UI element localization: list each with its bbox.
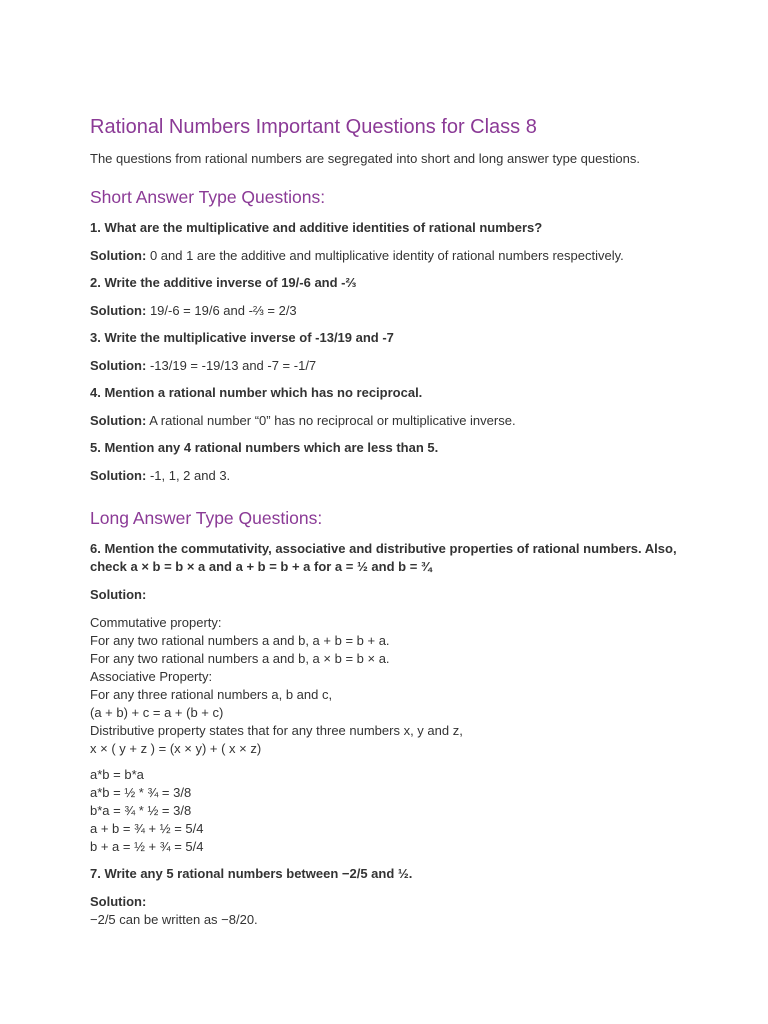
property-line: For any two rational numbers a and b, a × b = b × a.: [90, 651, 390, 666]
solution-4-text: A rational number “0” has no reciprocal or multiplicative inverse.: [146, 413, 516, 428]
verification-line: a*b = ½ * ¾ = 3/8: [90, 785, 192, 800]
property-line: Associative Property:: [90, 669, 213, 684]
page-title: Rational Numbers Important Questions for Class 8: [90, 116, 537, 138]
solution-3: [90, 357, 690, 375]
solution-label: Solution:: [90, 413, 147, 428]
solution-7-label: [90, 893, 690, 911]
property-line: For any three rational numbers a, b and c,: [90, 687, 333, 702]
property-line: For any two rational numbers a and b, a + b = b + a.: [90, 633, 390, 648]
short-answer-heading: Short Answer Type Questions:: [90, 187, 326, 207]
solution-label: Solution:: [90, 894, 147, 909]
property-line: Distributive property states that for any three numbers x, y and z,: [90, 723, 463, 738]
properties-list: [90, 614, 690, 758]
question-4: 4. Mention a rational number which has no reciprocal.: [90, 385, 423, 400]
solution-5-text: -1, 1, 2 and 3.: [146, 468, 231, 483]
verification-line: a*b = b*a: [90, 767, 144, 782]
question-1: 1. What are the multiplicative and additive identities of rational numbers?: [90, 220, 543, 235]
solution-label: Solution:: [90, 248, 147, 263]
solution-6: [90, 586, 690, 604]
question-3: 3. Write the multiplicative inverse of -13/19 and -7: [90, 330, 394, 345]
solution-label: Solution:: [90, 587, 147, 602]
long-answer-heading: Long Answer Type Questions:: [90, 508, 323, 528]
solution-2: [90, 302, 690, 320]
property-line: Commutative property:: [90, 615, 222, 630]
solution-7-text: −2/5 can be written as −8/20.: [90, 912, 258, 927]
solution-4: [90, 412, 690, 430]
solution-label: Solution:: [90, 468, 147, 483]
article-content: [90, 113, 690, 929]
verification-line: a + b = ¾ + ½ = 5/4: [90, 821, 204, 836]
verification-list: [90, 766, 690, 856]
solution-5: [90, 467, 690, 485]
solution-label: Solution:: [90, 358, 147, 373]
question-2: 2. Write the additive inverse of 19/-6 and -⅔: [90, 275, 357, 290]
property-line: (a + b) + c = a + (b + c): [90, 705, 224, 720]
verification-line: b*a = ¾ * ½ = 3/8: [90, 803, 192, 818]
property-line: x × ( y + z ) = (x × y) + ( x × z): [90, 741, 262, 756]
verification-line: b + a = ½ + ¾ = 5/4: [90, 839, 204, 854]
solution-3-text: -13/19 = -19/13 and -7 = -1/7: [146, 358, 317, 373]
question-6: 6. Mention the commutativity, associative and distributive properties of rational numbers. Also, check a × b = b × a and a + b = b + a for a = ½ and b = ¾: [90, 541, 677, 574]
solution-2-text: 19/-6 = 19/6 and -⅔ = 2/3: [146, 303, 297, 318]
question-5: 5. Mention any 4 rational numbers which are less than 5.: [90, 440, 439, 455]
question-7: 7. Write any 5 rational numbers between −2/5 and ½.: [90, 866, 413, 881]
solution-1: [90, 247, 690, 265]
solution-1-text: 0 and 1 are the additive and multiplicative identity of rational numbers respectively.: [146, 248, 624, 263]
intro-paragraph: The questions from rational numbers are segregated into short and long answer type questions.: [90, 151, 640, 166]
solution-label: Solution:: [90, 303, 147, 318]
